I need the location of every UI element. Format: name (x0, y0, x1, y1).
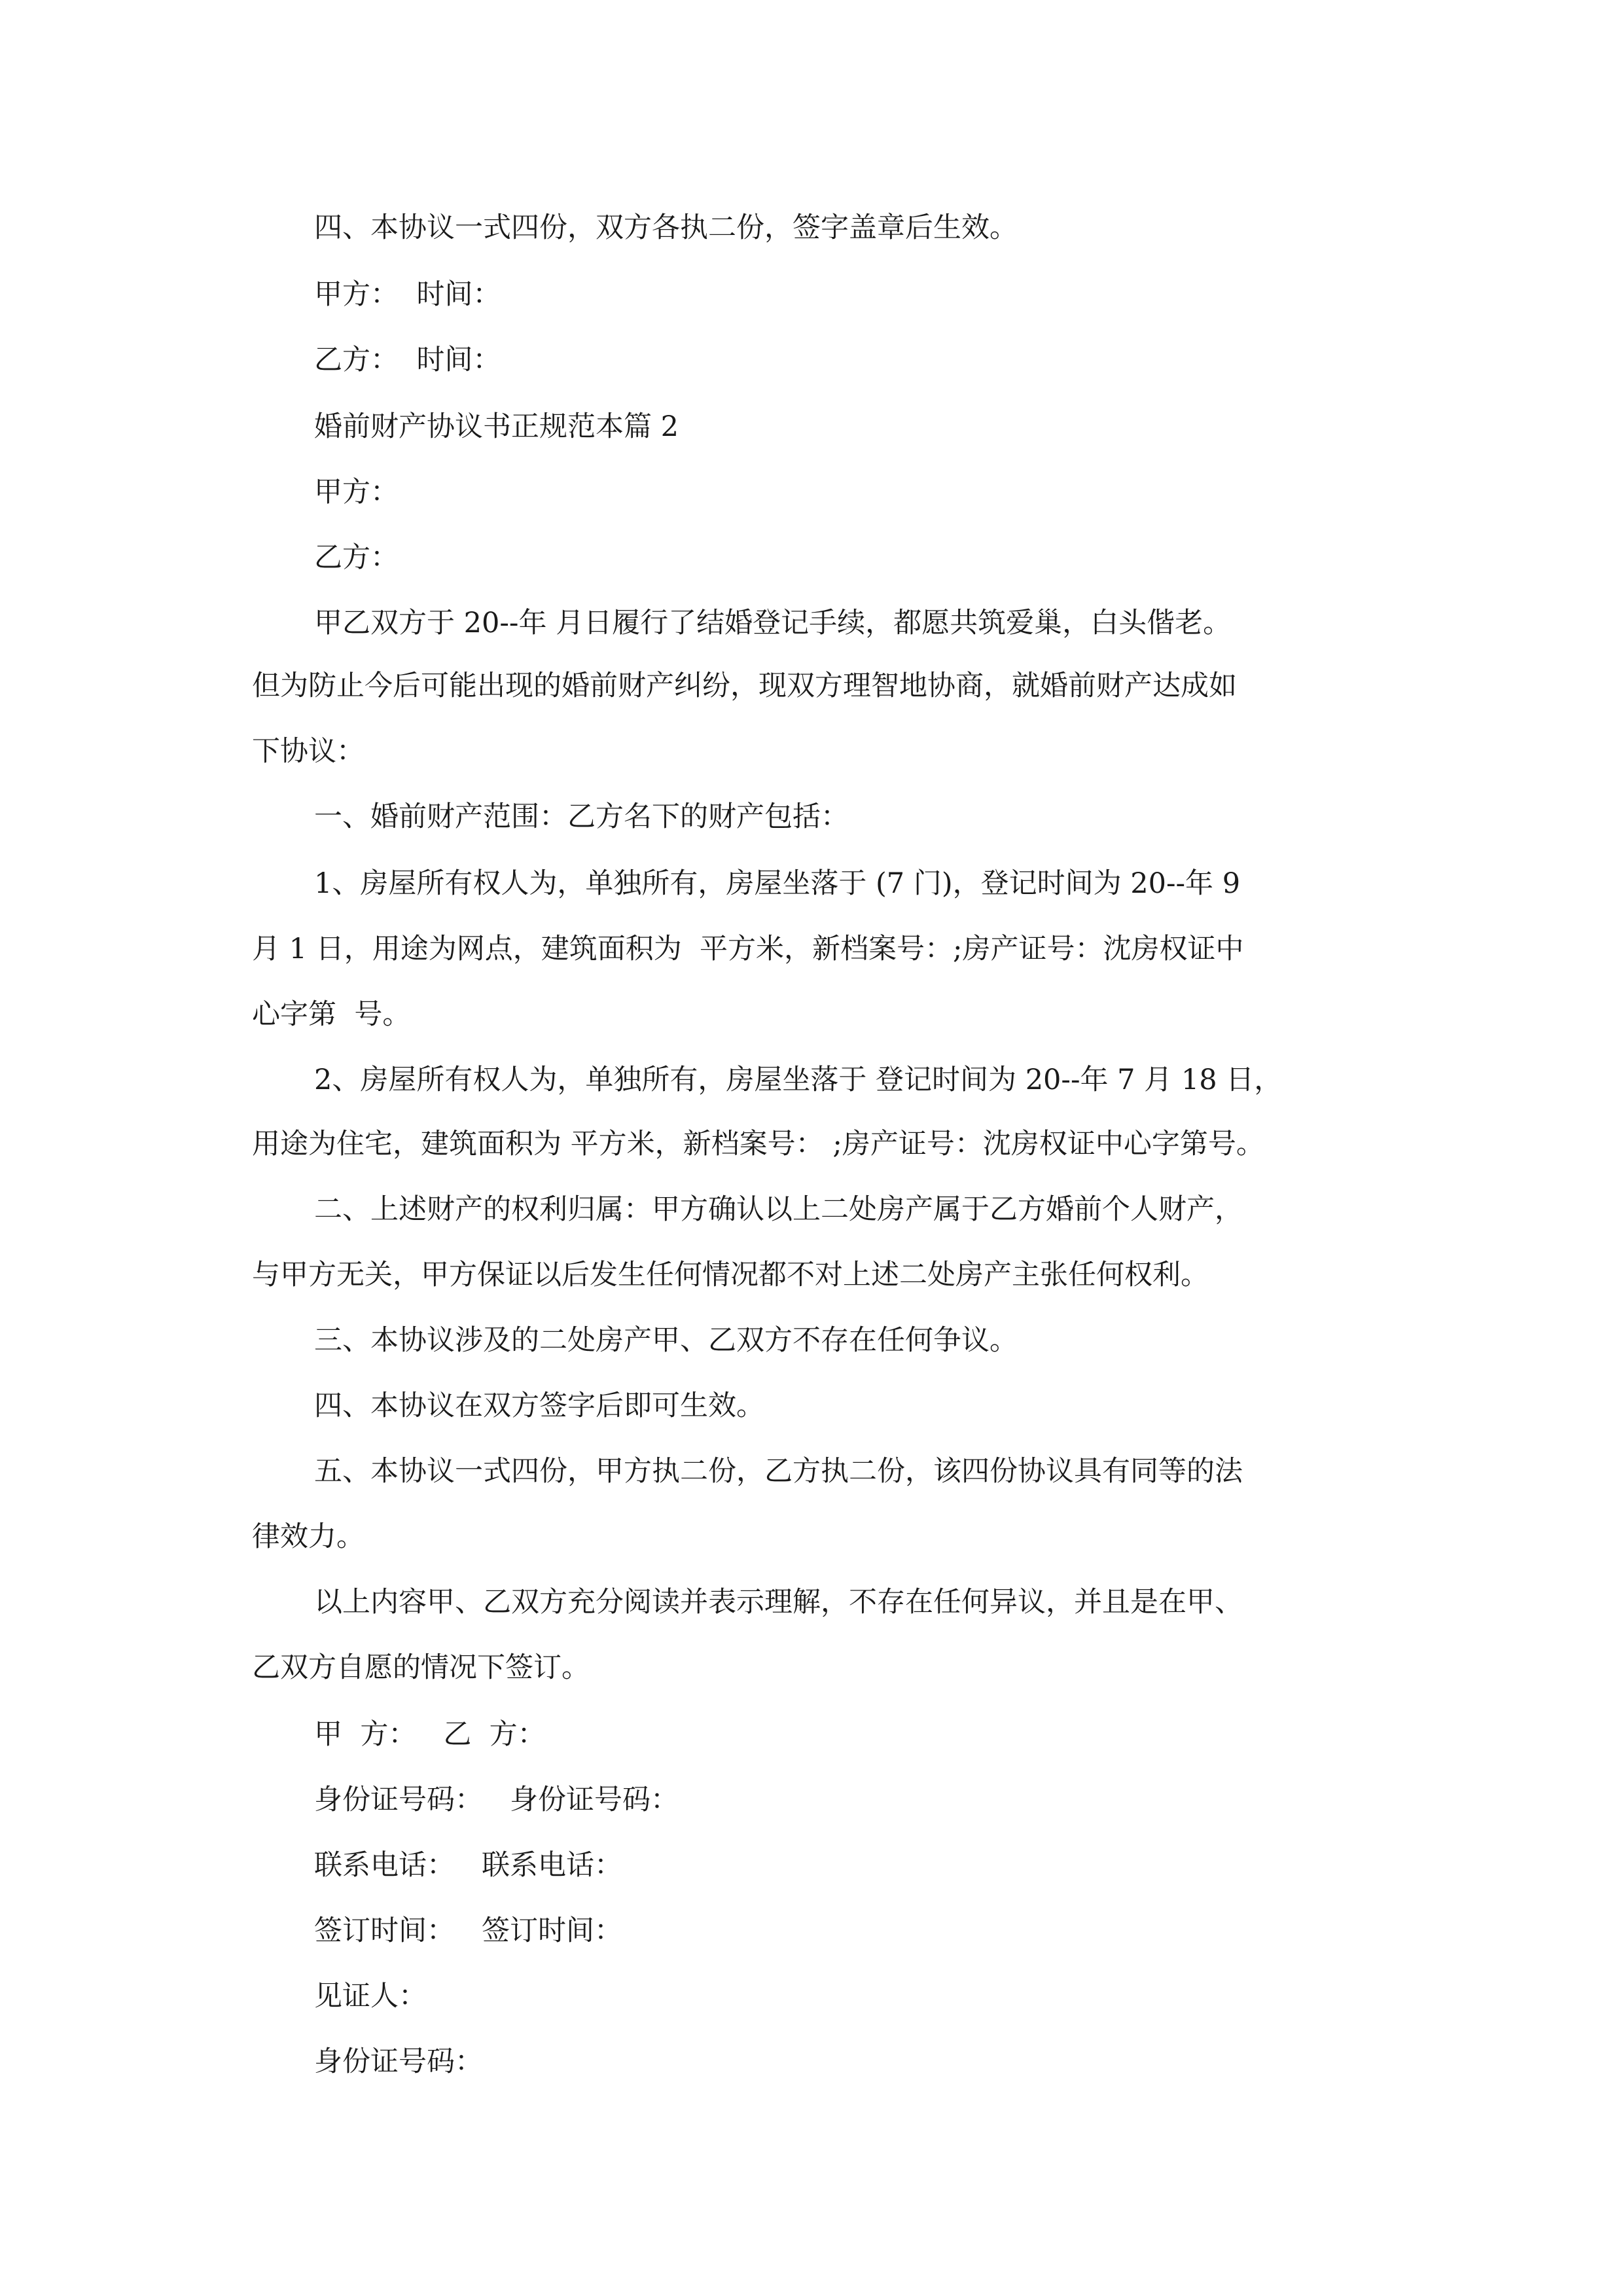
property-one-line-3: 心字第 号。 (252, 998, 411, 1031)
property-one-line-2: 月 1 日，用途为网点，建筑面积为 平方米，新档案号：;房产证号：沈房权证中 (252, 933, 1244, 965)
party-a-time-line: 甲方： 时间： (314, 278, 501, 311)
signature-dates: 签订时间： 签订时间： (314, 1914, 623, 1947)
clause-four-copies: 四、本协议一式四份，双方各执二份，签字盖章后生效。 (314, 211, 1018, 244)
clause-five-line-2: 律效力。 (252, 1520, 365, 1553)
witness-label: 见证人： (314, 1980, 427, 2013)
party-b-time-line: 乙方： 时间： (314, 344, 501, 376)
property-two-line-1: 2、房屋所有权人为，单独所有，房屋坐落于 登记时间为 20--年 7 月 18 日， (314, 1064, 1283, 1096)
intro-paragraph-line-3: 下协议： (252, 735, 365, 768)
signature-id-numbers: 身份证号码： 身份证号码： (314, 1784, 679, 1816)
closing-line-2: 乙双方自愿的情况下签订。 (252, 1651, 590, 1684)
clause-four: 四、本协议在双方签字后即可生效。 (314, 1390, 764, 1422)
clause-two-line-1: 二、上述财产的权利归属：甲方确认以上二处房产属于乙方婚前个人财产， (314, 1193, 1243, 1226)
property-one-line-1: 1、房屋所有权人为，单独所有，房屋坐落于 (7 门)，登记时间为 20--年 9 (314, 867, 1241, 900)
closing-line-1: 以上内容甲、乙双方充分阅读并表示理解，不存在任何异议，并且是在甲、 (314, 1586, 1243, 1619)
intro-paragraph-line-2: 但为防止今后可能出现的婚前财产纠纷，现双方理智地协商，就婚前财产达成如 (252, 670, 1237, 702)
clause-one-heading: 一、婚前财产范围：乙方名下的财产包括： (314, 800, 849, 833)
witness-id-number: 身份证号码： (314, 2045, 483, 2078)
signature-parties: 甲 方： 乙 方： (314, 1718, 546, 1751)
signature-phones: 联系电话： 联系电话： (314, 1849, 623, 1882)
clause-two-line-2: 与甲方无关，甲方保证以后发生任何情况都不对上述二处房产主张任何权利。 (252, 1259, 1209, 1291)
property-two-line-2: 用途为住宅，建筑面积为 平方米，新档案号： ;房产证号：沈房权证中心字第号。 (252, 1128, 1264, 1160)
clause-three: 三、本协议涉及的二处房产甲、乙双方不存在任何争议。 (314, 1324, 1018, 1357)
clause-five-line-1: 五、本协议一式四份，甲方执二份，乙方执二份，该四份协议具有同等的法 (314, 1455, 1243, 1488)
section-title: 婚前财产协议书正规范本篇 2 (314, 410, 679, 443)
party-a-label: 甲方： (314, 476, 399, 509)
intro-paragraph-line-1: 甲乙双方于 20--年 月日履行了结婚登记手续，都愿共筑爱巢，白头偕老。 (314, 607, 1232, 639)
party-b-label: 乙方： (314, 541, 399, 574)
